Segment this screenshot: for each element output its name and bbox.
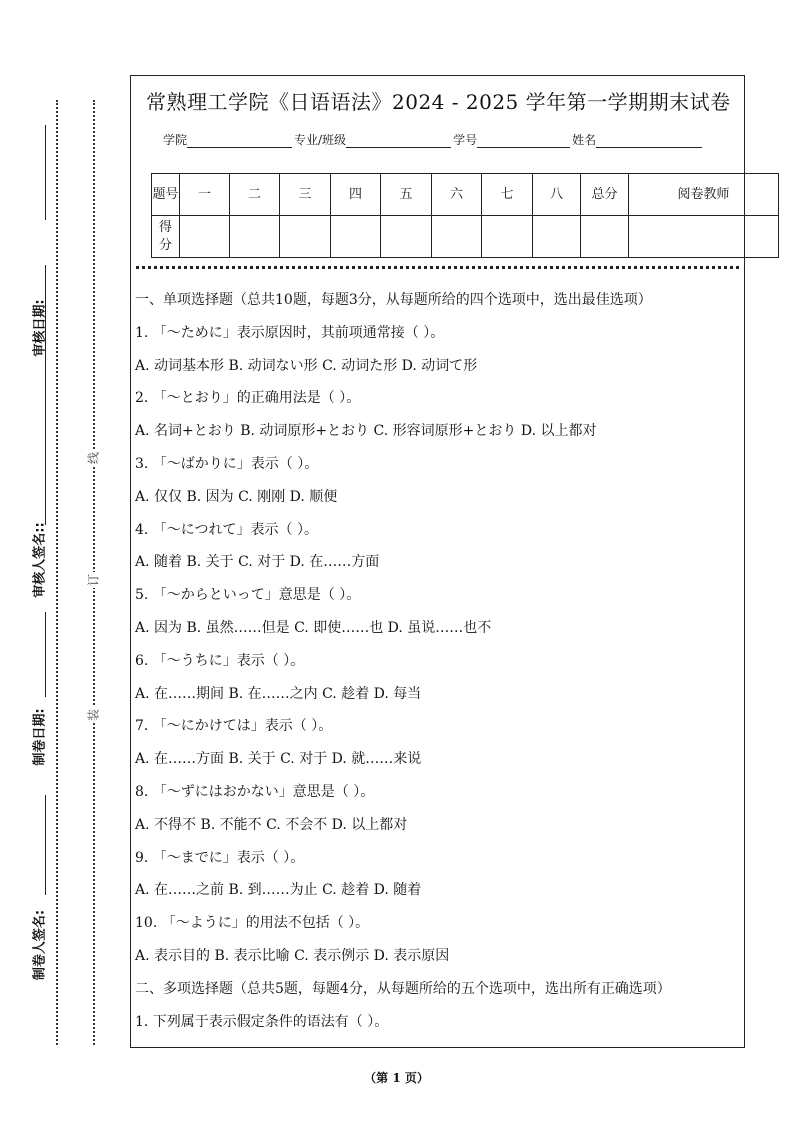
score-cell [280,216,331,258]
student-id-field[interactable] [477,133,570,148]
score-cell [230,216,280,258]
question-line: 1. 下列属于表示假定条件的语法有（ ）。 [135,1013,389,1030]
option-line: A. 名词+とおり B. 动词原形+とおり C. 形容词原形+とおり D. 以上都对 [135,423,597,440]
line-mark: 线 [86,451,101,465]
major-field[interactable] [346,133,451,148]
question-line: 8. 「～ずにはおかない」意思是（ ）。 [135,783,375,800]
score-cell [629,216,779,258]
student-info [163,131,704,148]
student-id-label: 学号 [453,133,478,147]
signature-line [45,612,46,697]
question-list [135,284,671,1038]
question-line: 2. 「～とおり」的正确用法是（ ）。 [135,390,361,407]
name-label: 姓名 [572,133,597,147]
row-head: 得分 [152,216,180,258]
question-line: 7. 「～にかけては」表示（ ）。 [135,718,333,735]
col-head: 阅卷教师 [629,174,779,216]
college-label: 学院 [163,133,188,147]
col-head: 总分 [581,174,629,216]
table-row [152,174,779,216]
college-field[interactable] [187,133,292,148]
question-line: 3. 「～ばかりに」表示（ ）。 [135,455,319,472]
option-line: A. 动词基本形 B. 动词ない形 C. 动词た形 D. 动词て形 [135,357,478,374]
major-label: 专业/班级 [294,133,347,147]
score-cell [533,216,581,258]
option-line: A. 随着 B. 关于 C. 对于 D. 在……方面 [135,554,380,571]
question-line: 一、单项选择题（总共10题，每题3分，从每题所给的四个选项中，选出最佳选项） [135,292,652,308]
score-cell [180,216,230,258]
question-line: 6. 「～うちに」表示（ ）。 [135,652,305,669]
option-line: A. 因为 B. 虽然……但是 C. 即使……也 D. 虽说……也不 [135,619,492,636]
binding-dotted-line [56,100,58,1045]
col-head: 二 [230,174,280,216]
row-head: 题号 [152,174,180,216]
col-head: 三 [280,174,331,216]
question-line: 5. 「～からといって」意思是（ ）。 [135,587,361,604]
page-title: 常熟理工学院《日语语法》2024 - 2025 学年第一学期期末试卷 [146,90,731,114]
score-table [151,173,779,258]
review-date-label: 审核日期: [32,299,48,357]
option-line: A. 在……之前 B. 到……为止 C. 趁着 D. 随着 [135,882,422,899]
signature-line [45,125,46,220]
score-cell [381,216,432,258]
col-head: 七 [482,174,533,216]
page-number: （第 1 页） [364,1071,429,1085]
score-cell [331,216,381,258]
ding-mark: 订 [86,573,101,587]
table-row [152,216,779,258]
col-head: 八 [533,174,581,216]
col-head: 六 [432,174,482,216]
option-line: A. 仅仅 B. 因为 C. 刚刚 D. 顺便 [135,488,338,505]
zhuang-mark: 装 [86,708,101,722]
option-line: A. 不得不 B. 不能不 C. 不会不 D. 以上都对 [135,816,408,833]
question-line: 10. 「～ように」的用法不包括（ ）。 [135,915,370,932]
question-line: 9. 「～までに」表示（ ）。 [135,849,305,866]
question-line: 1. 「～ために」表示原因时，其前项通常接（ ）。 [135,324,445,341]
question-line: 4. 「～につれて」表示（ ）。 [135,521,318,538]
maker-sign-label: 制卷人签名: [32,909,48,981]
score-cell [482,216,533,258]
score-cell [581,216,629,258]
option-line: A. 表示目的 B. 表示比喻 C. 表示例示 D. 表示原因 [135,947,450,964]
separator [136,266,739,269]
signature-line [45,795,46,895]
question-line: 二、多项选择题（总共5题，每题4分，从每题所给的五个选项中，选出所有正确选项） [135,980,671,997]
option-line: A. 在……期间 B. 在……之内 C. 趁着 D. 每当 [135,685,422,702]
make-date-label: 制卷日期: [32,708,48,766]
col-head: 五 [381,174,432,216]
reviewer-sign-label: 审核人签名:: [32,522,48,598]
col-head: 四 [331,174,381,216]
option-line: A. 在……方面 B. 关于 C. 对于 D. 就……来说 [135,751,422,768]
col-head: 一 [180,174,230,216]
name-field[interactable] [596,133,702,148]
score-cell [432,216,482,258]
